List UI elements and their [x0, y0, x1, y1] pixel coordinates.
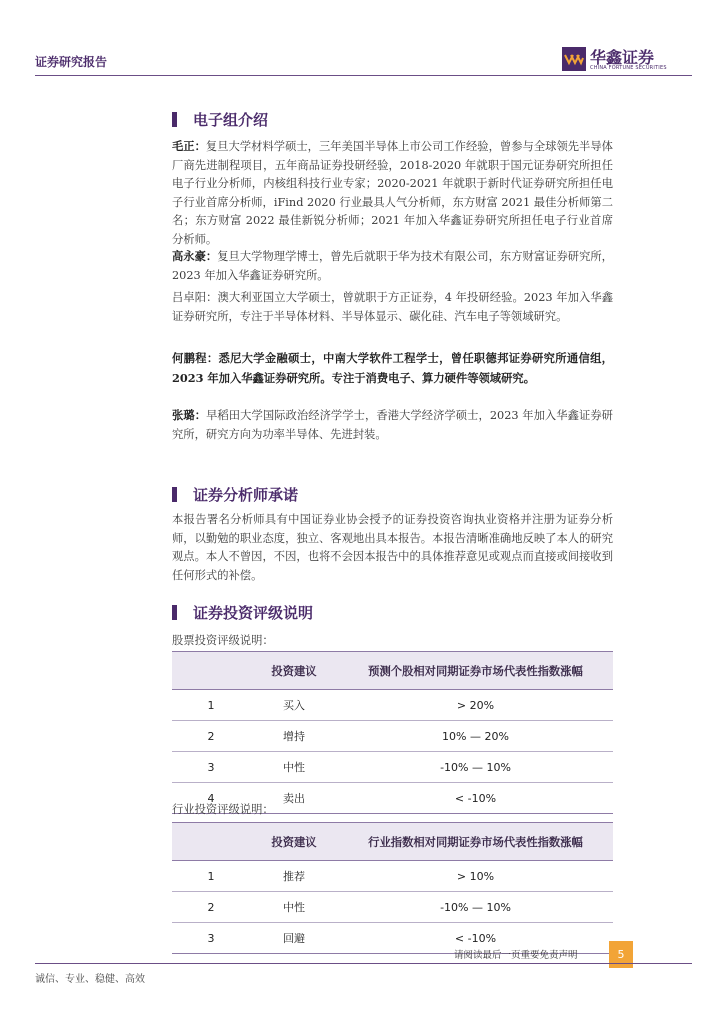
table-header-cell: 行业指数相对同期证券市场代表性指数涨幅 — [338, 823, 613, 861]
stock-rating-caption: 股票投资评级说明： — [172, 634, 274, 647]
member-bio: 张璐：早稻田大学国际政治经济学学士，香港大学经济学硕士，2023 年加入华鑫证券研究所，研究方向为功率半导体、先进封装。 — [172, 408, 613, 441]
table-header-cell: 投资建议 — [250, 823, 338, 861]
heading-bar-icon — [172, 487, 177, 502]
page-number: 5 — [609, 941, 633, 968]
industry-rating-caption: 行业投资评级说明： — [172, 803, 274, 816]
header-divider — [35, 75, 692, 76]
brand-name: 华鑫证券 — [590, 48, 655, 67]
table-cell: < -10% — [338, 923, 613, 954]
table-cell: 10% — 20% — [338, 721, 613, 752]
disclaimer-note: 请阅读最后一页重要免责声明 — [454, 950, 578, 961]
footer-divider — [35, 963, 692, 964]
member-bio: 吕卓阳：澳大利亚国立大学硕士，曾就职于方正证券，4 年投研经验。2023 年加入华鑫证券研究所，专注于半导体材料、半导体显示、碳化硅、汽车电子等领域研究。 — [172, 291, 613, 323]
table-cell: < -10% — [338, 783, 613, 814]
team-section-heading: 电子组介绍 — [172, 109, 268, 130]
stock-rating-table — [172, 651, 613, 814]
brand-name-en: CHINA FORTUNE SECURITIES — [590, 65, 667, 71]
table-cell: 1 — [172, 690, 250, 721]
table-cell: 3 — [172, 752, 250, 783]
pledge-section-heading: 证券分析师承诺 — [172, 484, 298, 505]
table-row — [172, 721, 613, 752]
table-row — [172, 892, 613, 923]
table-cell: 3 — [172, 923, 250, 954]
table-cell: 2 — [172, 721, 250, 752]
table-cell: 1 — [172, 861, 250, 892]
table-header-cell: 投资建议 — [250, 652, 338, 690]
footer-motto: 诚信、专业、稳健、高效 — [35, 974, 145, 985]
table-cell: > 10% — [338, 861, 613, 892]
table-cell: 中性 — [250, 892, 338, 923]
table-cell: -10% — 10% — [338, 892, 613, 923]
table-header-cell: 预测个股相对同期证券市场代表性指数涨幅 — [338, 652, 613, 690]
brand-logo-icon — [562, 47, 586, 71]
table-row — [172, 861, 613, 892]
table-cell: 推荐 — [250, 861, 338, 892]
member-bio: 高永豪：复旦大学物理学博士，曾先后就职于华为技术有限公司，东方财富证券研究所，2023 年加入华鑫证券研究所。 — [172, 249, 613, 282]
table-row — [172, 690, 613, 721]
table-header-row — [172, 652, 613, 690]
table-cell: 增持 — [250, 721, 338, 752]
pledge-text: 本报告署名分析师具有中国证券业协会授予的证券投资咨询执业资格并注册为证券分析师，以勤勉的职业态度，独立、客观地出具本报告。本报告清晰准确地反映了本人的研究观点。本人不曾因，不因，也将不会因本报告中的具体推荐意见或观点而直接或间接收到任何形式的补偿。 — [172, 513, 613, 582]
table-cell: 买入 — [250, 690, 338, 721]
table-cell: 中性 — [250, 752, 338, 783]
brand-logo — [562, 45, 692, 77]
rating-section-heading: 证券投资评级说明 — [172, 602, 313, 623]
table-cell: -10% — 10% — [338, 752, 613, 783]
member-bio: 毛正：复旦大学材料学硕士，三年美国半导体上市公司工作经验，曾参与全球领先半导体厂商先进制程项目，五年商品证券投研经验，2018-2020 年就职于国元证券研究所担任电子行业分析师，内核组科技行业专家；2020-2021 年就职于新时代证券研究所担任电子行业首席分析师，iFind 2020 行业最具人气分析师，东方财富 2021 最佳分析师第二名；东方财富 2022 最佳新锐分析师；2021 年加入华鑫证券研究所担任电子行业首席分析师。 — [172, 139, 613, 246]
table-cell: > 20% — [338, 690, 613, 721]
table-cell: 4 — [172, 783, 250, 814]
table-cell: 2 — [172, 892, 250, 923]
member-bio: 何鹏程：悉尼大学金融硕士，中南大学软件工程学士，曾任职德邦证券研究所通信组，2023 年加入华鑫证券研究所。专注于消费电子、算力硬件等领域研究。 — [172, 351, 613, 385]
table-header-row — [172, 823, 613, 861]
heading-bar-icon — [172, 112, 177, 127]
report-type-label: 证券研究报告 — [35, 55, 108, 69]
table-header-cell — [172, 652, 250, 690]
table-row — [172, 752, 613, 783]
table-cell: 回避 — [250, 923, 338, 954]
table-header-cell — [172, 823, 250, 861]
heading-bar-icon — [172, 605, 177, 620]
industry-rating-table — [172, 822, 613, 954]
table-cell: 卖出 — [250, 783, 338, 814]
